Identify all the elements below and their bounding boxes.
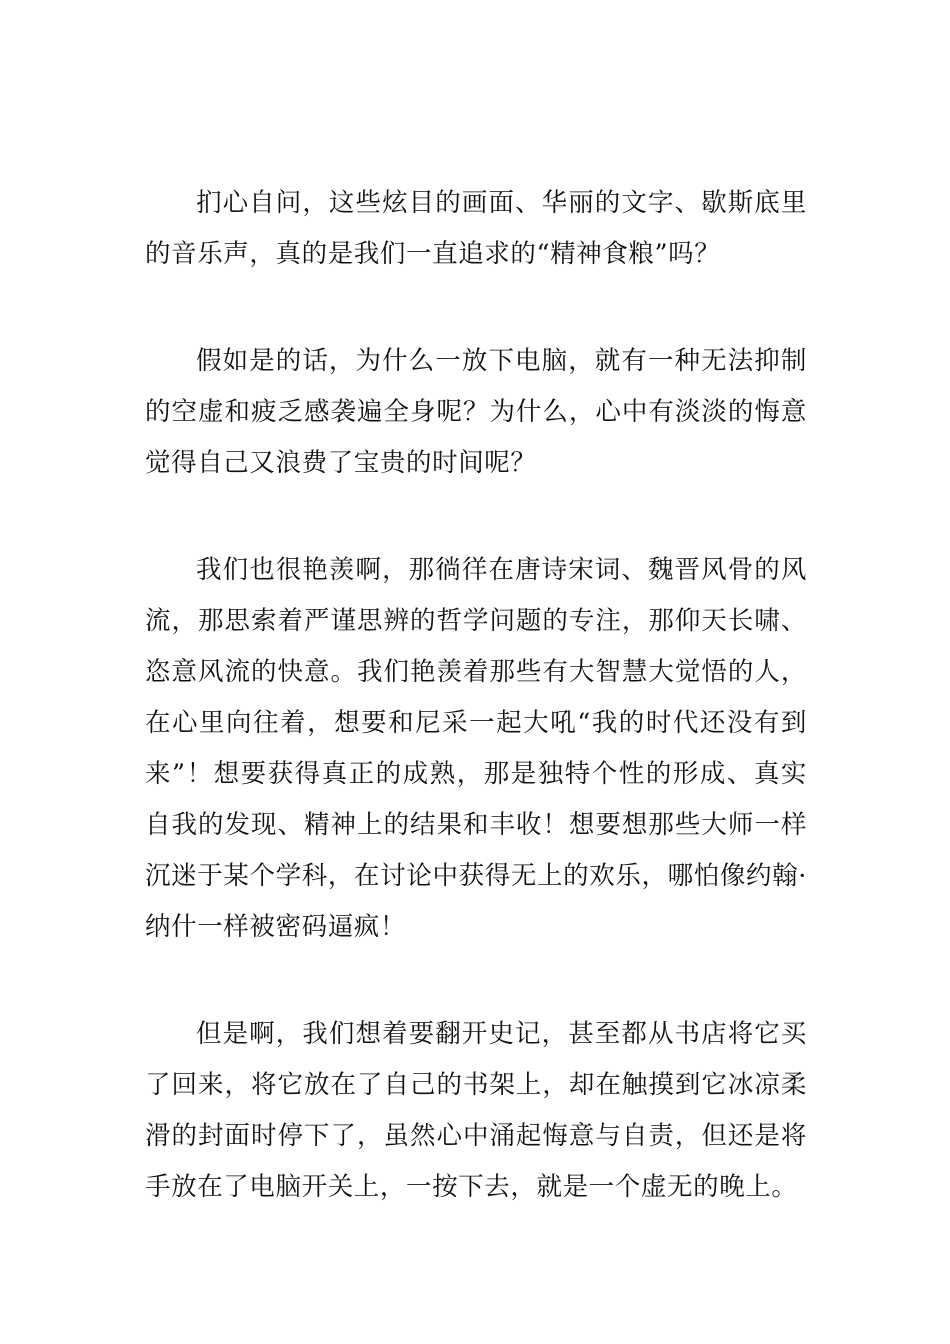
paragraph-3: 我们也很艳羡啊，那徜徉在唐诗宋词、魏晋风骨的风流，那思索着严谨思辨的哲学问题的专注，那仰天长啸、恣意风流的快意。我们艳羡着那些有大智慧大觉悟的人，在心里向往着，想要和尼采一起大吼“我的时代还没有到来”！想要获得真正的成熟，那是独特个性的形成、真实自我的发现、精神上的结果和丰收！想要想那些大师一样沉迷于某个学科，在讨论中获得无上的欢乐，哪怕像约翰·纳什一样被密码逼疯！ <box>145 555 807 942</box>
paragraph-1: 扪心自问，这些炫目的画面、华丽的文字、歇斯底里的音乐声，真的是我们一直追求的“精神食粮”吗？ <box>145 188 807 269</box>
paragraph-4: 但是啊，我们想着要翻开史记，甚至都从书店将它买了回来，将它放在了自己的书架上，却在触摸到它冰凉柔滑的封面时停下了，虽然心中涌起悔意与自责，但还是将手放在了电脑开关上，一按下去，就是一个虚无的晚上。 <box>145 1019 807 1202</box>
paragraph-2: 假如是的话，为什么一放下电脑，就有一种无法抑制的空虚和疲乏感袭遍全身呢？为什么，心中有淡淡的悔意觉得自己又浪费了宝贵的时间呢？ <box>145 346 807 478</box>
document-page <box>145 178 807 1213</box>
